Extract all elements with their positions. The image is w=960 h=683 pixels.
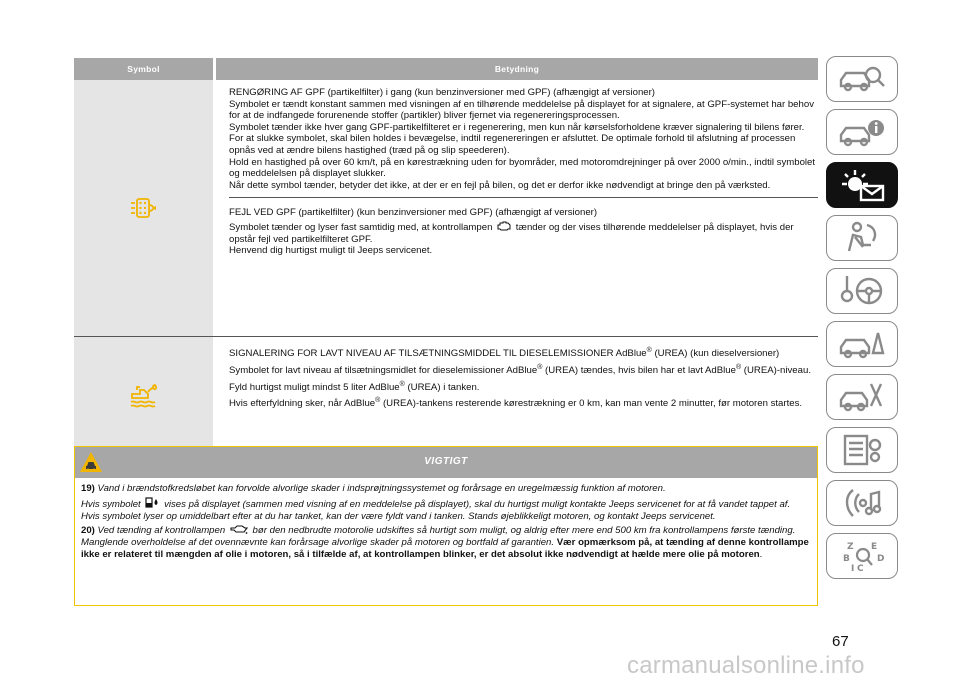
note-text: Ved tænding af kontrollampen [97,525,226,536]
svg-text:D: D [877,554,885,564]
gpf-cleaning-block [229,80,818,197]
water-in-fuel-icon [145,497,159,508]
tab-index[interactable] [826,533,898,579]
header-symbol: Symbol [74,58,213,80]
important-header [75,447,817,478]
text-line [229,362,818,377]
multimedia-icon [837,486,887,520]
note-number: 20) [81,525,95,536]
text-fragment: tænder og der vises tilhørende meddelelser på displayet, hvis der opstår fejl ved partikelfilteret GPF. [229,221,794,245]
gpf-fault-block [229,197,818,265]
engine-oil-icon [230,525,248,534]
tab-maintenance[interactable] [826,374,898,420]
key-steering-wheel-icon [837,274,887,308]
block-title [229,345,818,360]
tab-emergency[interactable] [826,321,898,367]
text-line: Henvend dig hurtigst muligt til Jeeps servicenet. [229,245,433,257]
registered-mark: ® [537,363,543,371]
watermark: carmanualsonline.info [627,652,865,679]
registered-mark: ® [399,380,405,388]
chapter-sidebar [826,56,898,586]
text-line [229,395,818,410]
alphabetical-index-icon [837,539,887,573]
note-text: Vand i brændstofkredsløbet kan forvolde alvorlige skader i indsprøjtningssystemet og forårsage en uregelmæssig funktion af motoren. [97,483,666,494]
text-fragment: (UREA)-niveau. [741,364,811,376]
text-line: RENGØRING AF GPF (partikelfilter) i gang (kun benzinversioner med GPF) (afhængigt af versioner) [229,87,656,98]
text-fragment: (UREA) i tanken. [404,381,480,393]
table-row [74,336,818,453]
symbol-cell [74,337,213,453]
car-search-icon [837,64,887,94]
important-body [75,478,817,561]
car-tools-icon [837,380,887,414]
registered-mark: ® [646,347,652,354]
block-title: FEJL VED GPF (partikelfilter) (kun benzinversioner med GPF) (afhængigt af versioner) [229,207,598,219]
registered-mark: ® [735,363,742,371]
note-number: 19) [81,483,95,494]
table-row [74,80,818,336]
note-text: vises på displayet (sammen med visning af en meddelelse på displayet), skal du hurtigst muligt kontakte Jeeps servicenet for at få vandet tappet af. Hvis symbolet lyser op umiddelbart efter at du har tanket, kan der være fyldt vand i tanken. Stands øjeblikkeligt motoren, og kontakt Jeeps servicenet. [81,499,791,522]
text-line: Symbolet er tændt konstant sammen med visningen af en tilhørende meddelelse på displayet for at signalere, at GPF-systemet har behov for at de indfangede forurenende stoffer (partikler) bliver fjernet via regenereringsprocessen. [229,98,814,122]
tab-multimedia[interactable] [826,480,898,526]
note-text: bør den nedbrudte motorolie udskiftes så hurtigt som muligt, og aldrig efter mere end 500 km fra kontrollampens første tænding. Manglende overholdelse af det ovennævnte kan forårsage alvorlige skader på motoren og bortfald af garantien. [81,525,796,548]
meaning-cell [216,337,818,453]
tab-car-info[interactable] [826,109,898,155]
engine-check-icon [497,221,511,231]
tab-car-search[interactable] [826,56,898,102]
important-box [74,446,818,606]
meaning-cell [216,80,818,336]
text-fragment: Fyld hurtigst muligt mindst 5 liter AdBlue [229,381,400,393]
note-19-continued [81,497,811,523]
car-road-warning-icon [837,327,887,361]
tab-technical-data[interactable] [826,427,898,473]
warning-light-message-icon [837,168,887,202]
text-line [229,379,818,394]
header-meaning: Betydning [216,58,818,80]
svg-text:I: I [851,564,855,573]
text-line: Symbolet tænder ikke hver gang GPF-partikelfilteret er i regenerering, men kun når kørselsforholdene kræver signalering til bilens fører. [229,121,805,133]
registered-mark: ® [375,397,381,405]
note-text: Hvis symbolet [81,499,141,510]
svg-text:C: C [857,564,864,573]
text-line: For at slukke symbolet, skal bilen holdes i bevægelse, indtil regenereringen er afsluttet. De optimale forhold til afslutning af processen opnås ved at ændre bilens hastighed (træd på og slip speederen). [229,133,796,156]
text-fragment: Symbolet for lavt niveau af tilsætningsmidlet for dieselemissioner AdBlue [229,364,538,376]
text-fragment: Hvis efterfyldning sker, når AdBlue [229,398,376,410]
page-number: 67 [832,633,849,650]
adblue-level-icon [128,382,160,408]
svg-text:E: E [871,542,878,552]
specifications-list-icon [837,433,887,467]
gpf-regeneration-icon [129,196,159,220]
note-19 [81,483,811,495]
text-fragment: (UREA) tændes, hvis bilen har et lavt AdBlue [542,364,736,376]
important-title: VIGTIGT [424,456,468,467]
note-bold-text: Vær opmærksom på, at tænding af denne kontrollampe ikke er relateret til mængden af olie i motoren, så i tilfælde af, at kontrollampen blinker, er det absolut ikke nødvendigt at hælde mere olie på motoren [81,537,809,560]
text-line: Hold en hastighed på over 60 km/t, på en kørestrækning uden for byområder, med motoromdrejninger på over 2000 o/min., indtil symbolet og meddelelsen på displayet slukker. [229,156,816,180]
text-fragment: (UREA) (kun dieselversioner) [651,348,780,360]
text-fragment: Symbolet tænder og lyser fast samtidig med, at kontrollampen [229,221,493,233]
text-fragment: (UREA)-tankens resterende kørestrækning er 0 km, kan man vente 2 minutter, før motoren startes. [380,398,803,410]
table-header [74,58,818,80]
tab-safety[interactable] [826,215,898,261]
car-info-icon [837,117,887,147]
tab-starting-driving[interactable] [826,268,898,314]
text-line [229,221,818,245]
symbol-table [74,58,818,454]
text-fragment: SIGNALERING FOR LAVT NIVEAU AF TILSÆTNINGSMIDDEL TIL DIESELEMISSIONER AdBlue [229,348,647,360]
note-20 [81,525,811,561]
tab-warning-lights[interactable] [826,162,898,208]
svg-text:Z: Z [847,542,854,552]
note-text: . [759,549,763,560]
svg-text:B: B [843,554,850,564]
text-line: Når dette symbol tænder, betyder det ikke, at der er en fejl på bilen, og det er derfor ikke nødvendigt at bringe den på værksted. [229,179,771,191]
airbag-seat-icon [837,221,887,255]
adblue-block [229,337,818,416]
symbol-cell [74,80,213,336]
